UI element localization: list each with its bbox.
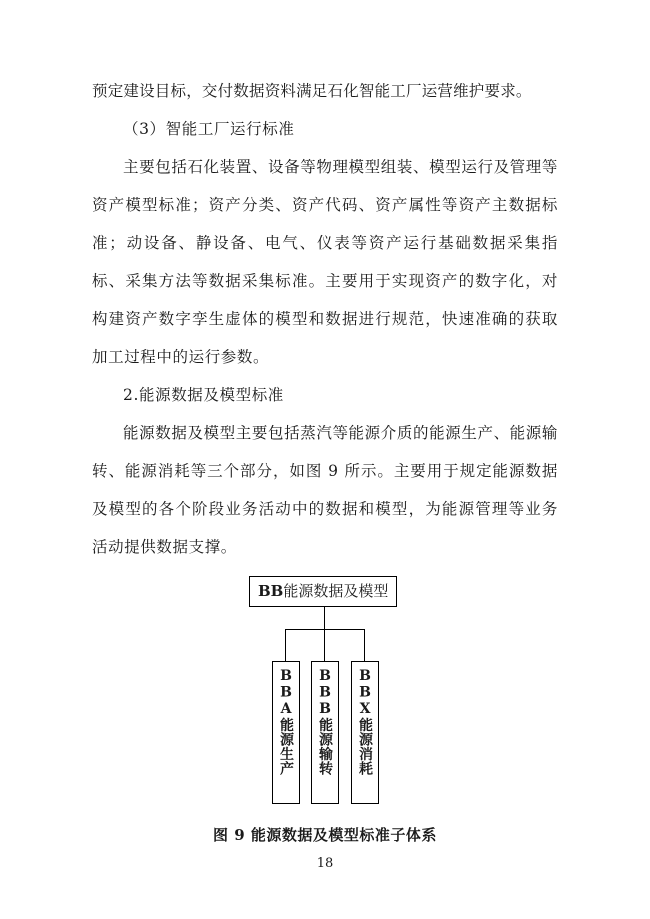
paragraph-5: 能源数据及模型主要包括蒸汽等能源介质的能源生产、能源输转、能源消耗等三个部分，如图 9 所示。主要用于规定能源数据及模型的各个阶段业务活动中的数据和模型，为能源管理等业务活动提供数据支撑。 [92,424,558,556]
figure-leaf-code-1: BBA [278,668,294,718]
figure-root-node [249,576,397,607]
paragraph-1: 预定建设目标，交付数据资料满足石化智能工厂运营维护要求。 [92,82,532,100]
figure-leaf-label-2: 能源输转 [317,717,333,776]
connector-drop-3 [364,629,365,661]
figure-leaf-node-1 [272,661,300,804]
figure-9 [92,576,558,844]
paragraph-4: 2.能源数据及模型标准 [123,386,284,404]
figure-leaf-node-3 [351,661,379,804]
figure-root-label: 能源数据及模型 [283,582,389,600]
figure-leaf-label-3: 能源消耗 [357,717,373,776]
figure-leaf-label-1: 能源生产 [278,717,294,776]
connector-drop-1 [285,629,286,661]
figure-leaf-code-2: BBB [317,668,333,718]
page-number: 18 [316,856,334,871]
figure-caption: 图 9 能源数据及模型标准子体系 [213,826,437,844]
page-content [92,72,558,844]
figure-root-code: BB [258,582,284,600]
figure-leaf-row [270,661,382,806]
connector-stem [324,607,325,629]
paragraph-3: 主要包括石化装置、设备等物理模型组装、模型运行及管理等资产模型标准；资产分类、资产代码、资产属性等资产主数据标准；动设备、静设备、电气、仪表等资产运行基础数据采集指标、采集方法等数据采集标准。主要用于实现资产的数字化，对构建资产数字孪生虚体的模型和数据进行规范，快速准确的获取加工过程中的运行参数。 [92,158,558,366]
figure-leaf-code-3: BBX [357,668,373,718]
connector-drop-2 [324,629,325,661]
figure-leaf-node-2 [311,661,339,804]
paragraph-2: （3）智能工厂运行标准 [123,120,295,138]
